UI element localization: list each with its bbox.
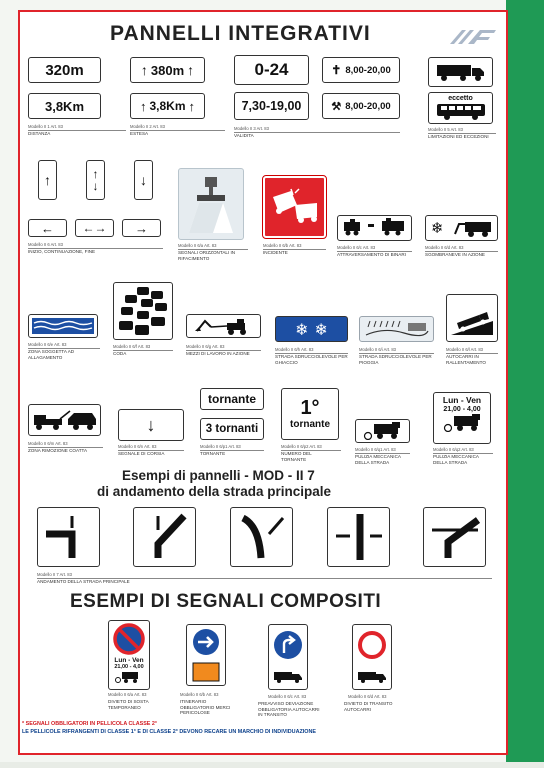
road-junction-icon [428, 512, 482, 562]
svg-text:❄: ❄ [430, 219, 444, 237]
road-junction-icon [138, 512, 192, 562]
snowplow-icon [429, 218, 495, 238]
truck-uphill-icon [449, 299, 495, 337]
arrow-panel-right [122, 219, 161, 237]
brand-logo-icon [446, 28, 498, 46]
arrow-up-icon: ↑ [139, 98, 147, 114]
rain-sign [359, 316, 434, 342]
road-junction-icon [332, 512, 386, 562]
validity-sign-0-24 [234, 55, 309, 85]
extent-value: 3,8Km [149, 99, 186, 113]
exception-label: eccetto [448, 95, 473, 102]
arrow-panel-start [38, 160, 57, 200]
arrow-up-icon: ↑ [187, 62, 195, 78]
model-label: Modello II 6/e Art. 83 [28, 342, 67, 347]
road-marking-sign [178, 168, 244, 240]
caption: NUMERO DEL TORNANTE [281, 451, 312, 462]
turn-right-icon [273, 630, 303, 660]
caption: ITINERARIO OBBLIGATORIO MERCI PERICOLOSE [180, 699, 231, 716]
distance-value: 3,8Km [44, 98, 85, 114]
extent-sign-3-8km [130, 93, 205, 119]
snowflake-icon: ❄ [295, 319, 309, 339]
hazmat-plate-icon [192, 662, 220, 682]
water-waves-icon [32, 318, 94, 334]
arrow-up-icon: ↑ [140, 62, 148, 78]
arrow-down-icon: ↓ [92, 179, 99, 193]
composite-sign-no-trucks [352, 624, 392, 690]
model-label: Modello II 6/m Art. 83 [28, 441, 68, 446]
arrow-down-icon: ↓ [146, 414, 156, 435]
bus-icon [435, 103, 487, 121]
caption: ZONA RIMOZIONE COATTA [28, 448, 88, 453]
caption: SEGNALI ORIZZONTALI IN RIFACIMENTO [178, 250, 236, 261]
arrow-right-icon: → [135, 220, 148, 236]
caption: DIVIETO DI SOSTA TEMPORANEO [108, 699, 149, 710]
hairpins-sign [200, 418, 264, 440]
arrow-down-icon: ↓ [140, 172, 147, 188]
model-label: Modello II 7 Art. 83 [37, 572, 72, 577]
paint-roller-icon [183, 173, 239, 235]
snowplow-sign [425, 215, 498, 241]
page-title: PANNELLI INTEGRATIVI [110, 22, 371, 45]
hours-label: 21,00 - 4,00 [443, 406, 481, 413]
days-label: Lun - Ven [442, 395, 482, 405]
time-sign-workdays [322, 93, 400, 119]
model-label: Modello II 6/b Art. 83 [263, 243, 302, 248]
distance-sign-320m [28, 57, 101, 83]
model-label: Modello II 3 Art. 83 [234, 126, 269, 131]
road-shape-panel-cross [327, 507, 390, 567]
hairpins-label: 3 tornanti [205, 423, 259, 435]
exception-sign-truck [428, 57, 493, 87]
road-junction-icon [235, 512, 289, 562]
model-label: Modello II 6 Art. 83 [28, 242, 63, 247]
caption: STRADA SDRUCCIOLEVOLE PER GHIACCIO [275, 354, 348, 365]
truck-icon [435, 62, 487, 82]
caption: VALIDITA [234, 133, 254, 138]
caption: PULIZIA MECCANICA DELLA STRADA [355, 454, 401, 465]
caption: STRADA SDRUCCIOLEVOLE PER PIOGGIA [359, 354, 432, 365]
caption: CODA [113, 351, 127, 356]
validity-value: 7,30-19,00 [241, 99, 302, 113]
hairpin-sign [200, 388, 264, 410]
hours-label: 21,00 - 4,00 [114, 664, 144, 670]
street-cleaning-time-sign [433, 392, 491, 444]
caption: MEZZI DI LAVORO IN AZIONE [186, 351, 250, 356]
caption: DIVIETO DI TRANSITO AUTOCARRI [344, 701, 393, 712]
hairpin-number-sign [281, 388, 339, 440]
model-label: Modello II 1 Art. 83 [28, 124, 63, 129]
street-cleaning-sign [355, 419, 410, 443]
footer-note-red: * SEGNALI OBBLIGATORI IN PELLICOLA CLASSE 2° [22, 721, 158, 727]
work-vehicle-sign [186, 314, 261, 338]
distance-value: 320m [45, 61, 84, 79]
rain-icon [364, 319, 430, 339]
model-label: Modello II 6/d Art. 83 [348, 694, 387, 699]
arrow-up-icon: ↑ [92, 167, 99, 181]
accident-sign [263, 176, 326, 238]
slow-trucks-sign [446, 294, 498, 342]
caption: DISTANZA [28, 131, 51, 136]
arrow-panel-left [28, 219, 67, 237]
model-label: Modello II 6/q2 Art. 83 [433, 447, 474, 452]
caption: INIZIO, CONTINUAZIONE, FINE [28, 249, 96, 254]
caption: LIMITAZIONI ED ECCEZIONI [428, 134, 489, 139]
composite-sign-hazmat [186, 624, 226, 686]
caption: ANDAMENTO DELLA STRADA PRINCIPALE [37, 579, 130, 584]
model-label: Modello II 6/q1 Art. 83 [355, 447, 396, 452]
hairpin-label: tornante [208, 392, 256, 406]
caption: PREAVVISO DEVIAZIONE OBBLIGATORIA AUTOCARRI IN TRANSITO [258, 701, 320, 718]
validity-value: 0-24 [254, 60, 289, 79]
caption: ATTRAVERSAMENTO DI BINARI [337, 252, 406, 257]
road-shape-panel-merge [423, 507, 486, 567]
model-label: Modello II 6/i Art. 83 [359, 347, 397, 352]
caption: INCIDENTE [263, 250, 288, 255]
arrow-left-right-icon: ←→ [82, 221, 107, 235]
model-label: Modello II 5 Art. 83 [428, 127, 463, 132]
car-crash-icon [269, 187, 321, 227]
rail-crossing-sign [337, 215, 412, 241]
road-shape-panel-t-left [37, 507, 100, 567]
traffic-queue-icon [117, 285, 169, 337]
composite-sign-truck-detour [268, 624, 308, 690]
queue-sign [113, 282, 173, 340]
cross-icon: ✝ [331, 63, 342, 77]
model-label: Modello II 6/g Art. 83 [186, 344, 225, 349]
time-value: 8,00-20,00 [345, 64, 391, 76]
road-shape-panel-diagonal [133, 507, 196, 567]
arrow-panel-both [75, 219, 114, 237]
sweeper-icon [360, 422, 406, 440]
hammer-pick-icon: ⚒ [331, 100, 342, 113]
validity-sign-hours [234, 92, 309, 120]
flooding-sign [28, 314, 98, 338]
tow-away-sign [28, 404, 101, 436]
excavator-icon [193, 317, 255, 335]
arrow-panel-end [134, 160, 153, 200]
model-label: Modello II 6/l Art. 83 [446, 347, 484, 352]
road-shape-panel-curve [230, 507, 293, 567]
model-label: Modello II 6/a Art. 83 [108, 692, 147, 697]
truck-icon [273, 670, 303, 684]
caption: ESTESA [130, 131, 149, 136]
hairpin-number: 1° [300, 397, 320, 419]
composite-sign-no-parking [108, 620, 150, 690]
model-label: Modello II 6/b Art. 83 [180, 692, 219, 697]
hairpin-word: tornante [290, 419, 330, 430]
model-label: Modello II 6/c Art. 83 [268, 694, 307, 699]
section-heading-compositi: ESEMPI DI SEGNALI COMPOSITI [70, 591, 382, 612]
truck-icon [357, 670, 387, 684]
model-label: Modello II 6/d Art. 83 [425, 245, 464, 250]
caption: ZONA SOGGETTA AD ALLAGAMENTO [28, 349, 75, 360]
extent-sign-380m [130, 57, 205, 83]
time-value: 8,00-20,00 [345, 100, 391, 112]
caption: SGOMBRANEVE IN AZIONE [425, 252, 485, 257]
tow-truck-icon [32, 407, 98, 433]
sweeper-icon [114, 671, 144, 683]
snowflake-icon: ❄ [314, 319, 328, 339]
arrow-left-icon: ← [41, 220, 54, 236]
road-junction-icon [42, 512, 96, 562]
green-side-band [506, 0, 544, 768]
model-label: Modello II 6/c Art. 83 [337, 245, 376, 250]
caption: PULIZIA MECCANICA DELLA STRADA [433, 454, 479, 465]
model-label: Modello II 6/h Art. 83 [275, 347, 314, 352]
model-label: Modello II 6/f Art. 83 [113, 344, 151, 349]
lane-sign [118, 409, 184, 441]
distance-sign-3-8km [28, 93, 101, 119]
arrow-up-icon: ↑ [188, 98, 196, 114]
footer-note-blue: LE PELLICOLE RIFRANGENTI DI CLASSE 1° E DI CLASSE 2° DEVONO RECARE UN MARCHIO DI INDIVIDUAZIONE [22, 729, 316, 735]
no-transit-icon [357, 630, 387, 660]
caption: AUTOCARRI IN RALLENTAMENTO [446, 354, 486, 365]
arrow-panel-continue [86, 160, 105, 200]
bottom-strip [0, 762, 544, 768]
section-heading-line: di andamento della strada principale [97, 484, 332, 499]
section-heading-line: Esempi di pannelli - MOD - II 7 [122, 468, 315, 483]
arrow-right-circle-icon [192, 628, 220, 656]
model-label: Modello II 6/a Art. 83 [178, 243, 217, 248]
section-heading-andamento [97, 468, 332, 500]
caption: TORNANTE [200, 451, 226, 456]
exception-sign-bus [428, 92, 493, 124]
no-parking-icon [113, 623, 145, 655]
model-label: Modello II 2 Art. 83 [130, 124, 165, 129]
model-label: Modello II 6/p2 Art. 83 [281, 444, 322, 449]
model-label: Modello II 6/p1 Art. 83 [200, 444, 241, 449]
caption-rule [234, 132, 400, 133]
extent-value: 380m [150, 62, 185, 78]
days-label: Lun - Ven [114, 657, 144, 664]
arrow-up-icon: ↑ [44, 172, 51, 188]
ice-sign [275, 316, 348, 342]
model-label: Modello II 6/n Art. 83 [118, 444, 157, 449]
time-sign-holidays [322, 57, 400, 83]
sweeper-icon [440, 414, 484, 432]
train-icon [342, 218, 408, 238]
caption: SEGNALE DI CORSIA [118, 451, 165, 456]
